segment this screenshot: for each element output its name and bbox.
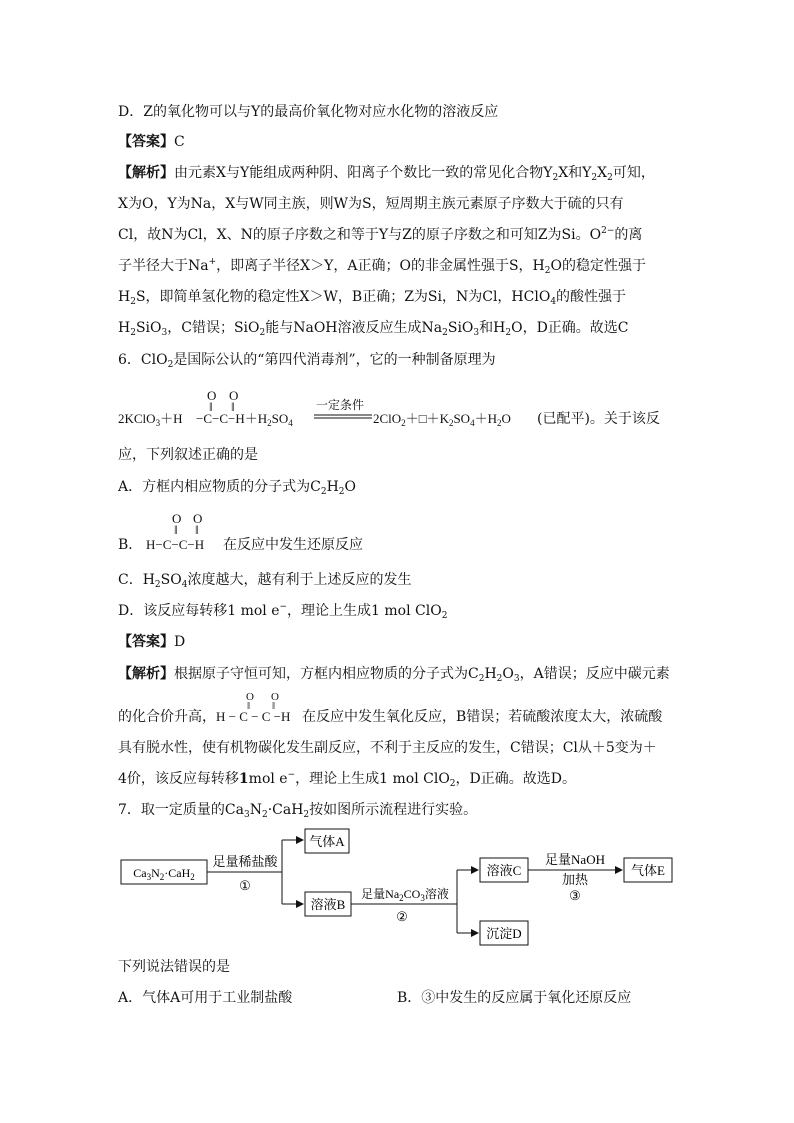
- step1-reagent: 足量稀盐酸: [212, 854, 278, 869]
- step3-reagent: 足量NaOH: [545, 852, 605, 867]
- step2-num: ②: [396, 909, 408, 924]
- q5-answer: 【答案】C: [118, 134, 185, 150]
- q5-explanation-line2: X为O，Y为Na，X与W同主族，则W为S，短周期主族元素原子序数大于硫的只有: [118, 196, 624, 212]
- step2-reagent: 足量$Na_2CO_3$溶液: [361, 887, 449, 903]
- start-label: $Ca_3N_2\cdot CaH_2$: [133, 866, 195, 882]
- ppt-d-label: 沉淀D: [486, 926, 522, 941]
- step1-num: ①: [239, 878, 251, 893]
- q7-ask: 下列说法错误的是: [118, 959, 230, 975]
- q6-option-d: D．该反应每转移1 mol e−，理论上生成1 mol ClO$_2$: [118, 602, 448, 621]
- q6-explanation-line4: 4价，该反应每转移1mol e−，理论上生成1 mol ClO$_2$，D正确。故选D。: [118, 770, 576, 789]
- q7-stem: 7．取一定质量的$Ca_3N_2\cdot CaH_2$按如图所示流程进行实验。: [118, 802, 478, 820]
- q7-option-a: A．气体A可用于工业制盐酸: [118, 990, 293, 1006]
- step3-num: ③: [569, 888, 581, 903]
- q5-explanation-line6: $H_2SiO_3$，C错误；SiO$_2$能与NaOH溶液反应生成$Na_2SiO_3$和$H_2O$，D正确。故选C: [118, 320, 629, 338]
- q5-explanation-line3: Cl，故N为Cl，X、N的原子序数之和等于Y与Z的原子序数之和可知Z为Si。$O^{2-}$的离: [118, 226, 643, 243]
- q6-option-a: A．方框内相应物质的分子式为$C_2H_2O$: [118, 479, 356, 497]
- q6-explanation-line3: 具有脱水性，使有机物碳化发生副反应，不利于主反应的发生，C错误；Cl从＋5变为＋: [118, 740, 657, 756]
- q5-option-d: D．Z的氧化物可以与Y的最高价氧化物对应水化物的溶液反应: [118, 104, 499, 120]
- sol-b-label: 溶液B: [310, 897, 346, 912]
- q6-answer: 【答案】D: [118, 634, 186, 650]
- equation-tail: (已配平)。关于该反: [537, 411, 660, 427]
- flow-diagram: [0, 820, 794, 950]
- q6-explanation-line1: 【解析】根据原子守恒可知，方框内相应物质的分子式为$C_2H_2O_3$，A错误；反应中碳元素: [118, 666, 670, 684]
- sol-c-label: 溶液C: [486, 863, 522, 878]
- q5-explanation-line1: 【解析】由元素X与Y能组成两种阴、阳离子个数比一致的常见化合物$Y_2X$和$Y_2X_2$可知，: [118, 165, 655, 183]
- q6-stem: 6．ClO$_2$是国际公认的“第四代消毒剂”，它的一种制备原理为: [118, 352, 496, 370]
- q5-explanation-line5: $H_2S$，即简单氢化物的稳定性X＞W，B正确；Z为Si，N为Cl，HClO$_4$的酸性强于: [118, 289, 627, 307]
- gas-e-label: 气体E: [631, 863, 665, 878]
- gas-a-label: 气体A: [309, 834, 345, 849]
- equals-arrow: [314, 414, 372, 420]
- q6-option-c: C．$H_2SO_4$浓度越大，越有利于上述反应的发生: [118, 572, 412, 590]
- q5-explanation-line4: 子半径大于Na+，即离子半径X＞Y，A正确；O的非金属性强于S，$H_2O$的稳定性强于: [118, 257, 646, 276]
- q7-option-b: B．③中发生的反应属于氧化还原反应: [397, 990, 632, 1006]
- step3-cond: 加热: [561, 872, 589, 887]
- q6-stem-cont: 应，下列叙述正确的是: [118, 447, 258, 463]
